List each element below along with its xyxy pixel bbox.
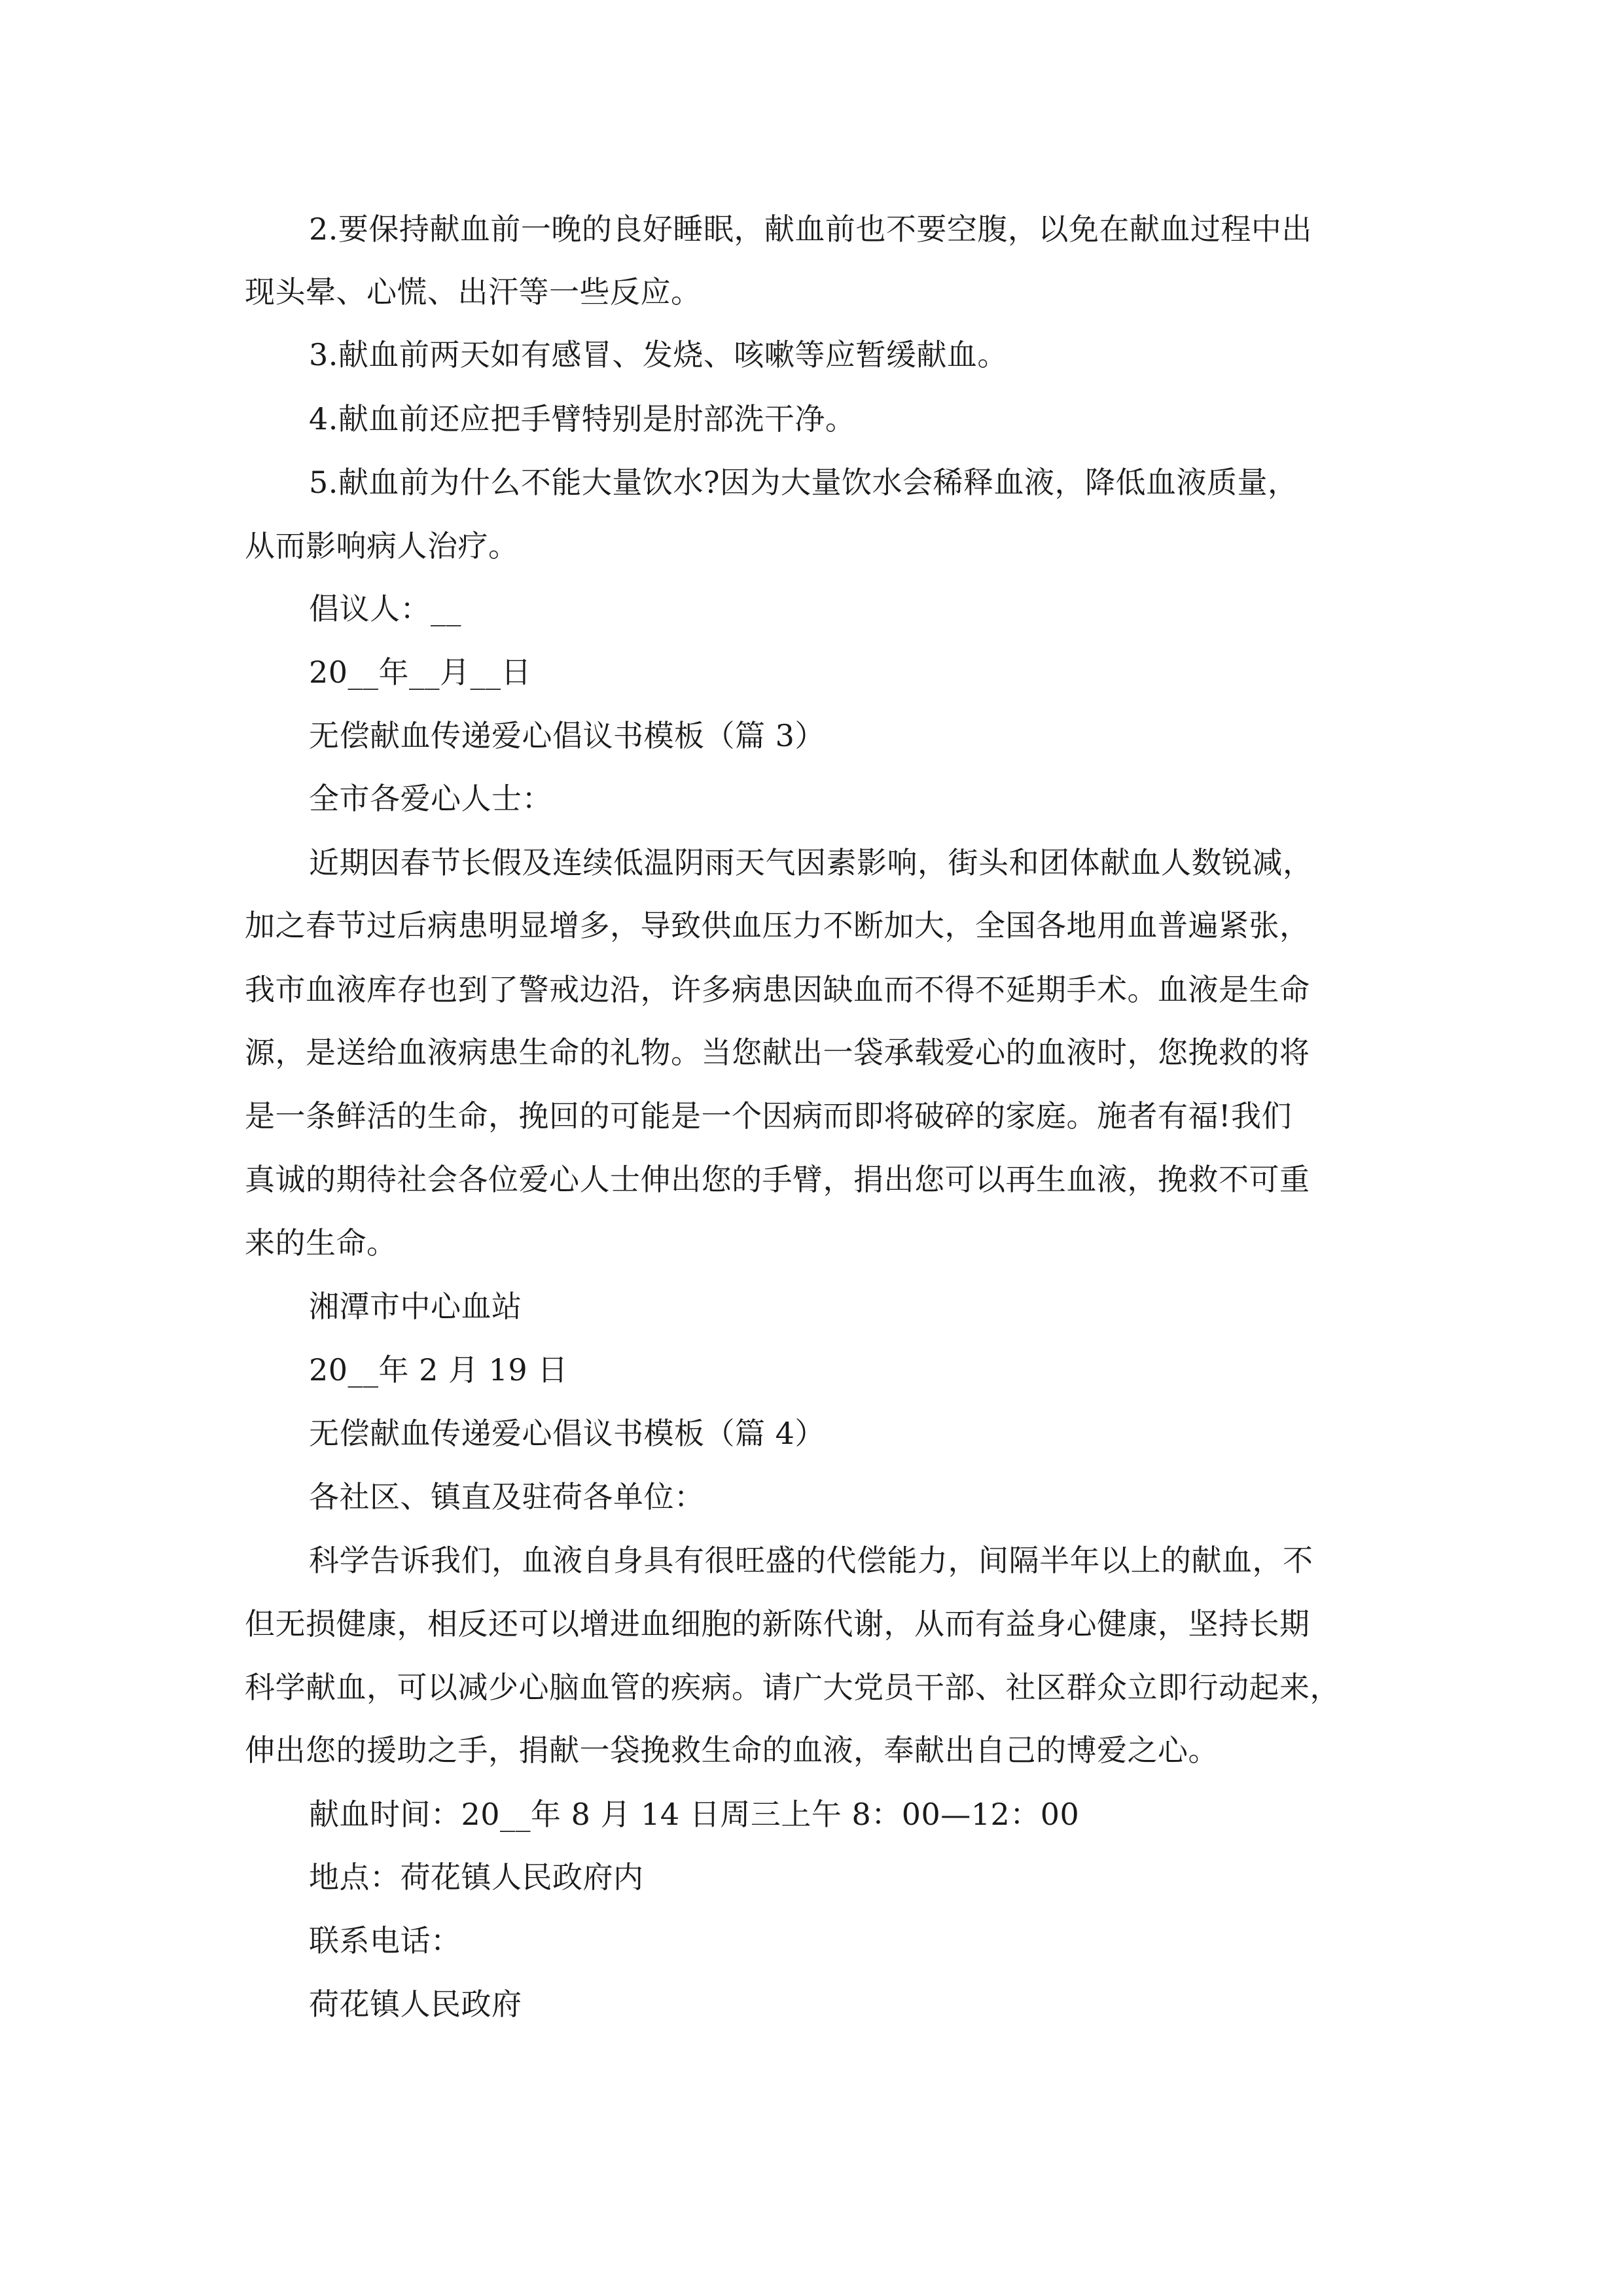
date-line: 20__年 2 月 19 日 — [309, 1352, 568, 1388]
text-line: 来的生命。 — [245, 1225, 397, 1261]
text-line: 源，是送给血液病患生命的礼物。当您献出一袋承载爱心的血液时，您挽救的将 — [245, 1035, 1310, 1070]
text-line: 5.献血前为什么不能大量饮水?因为大量饮水会稀释血液，降低血液质量， — [309, 465, 1298, 500]
text-line: 我市血液库存也到了警戒边沿，许多病患因缺血而不得不延期手术。血液是生命 — [245, 972, 1310, 1007]
location-line: 地点：荷花镇人民政府内 — [309, 1859, 644, 1895]
text-line: 但无损健康，相反还可以增进血细胞的新陈代谢，从而有益身心健康，坚持长期 — [245, 1606, 1310, 1641]
signatory-line: 倡议人：__ — [309, 591, 461, 626]
text-line: 2.要保持献血前一晚的良好睡眠，献血前也不要空腹，以免在献血过程中出 — [309, 211, 1312, 247]
text-line: 科学献血，可以减少心脑血管的疾病。请广大党员干部、社区群众立即行动起来， — [245, 1670, 1340, 1705]
text-line: 现头晕、心慌、出汗等一些反应。 — [245, 274, 702, 310]
text-line: 从而影响病人治疗。 — [245, 528, 519, 564]
text-line: 加之春节过后病患明显增多，导致供血压力不断加大，全国各地用血普遍紧张， — [245, 908, 1310, 943]
text-line: 近期因春节长假及连续低温阴雨天气因素影响，街头和团体献血人数锐减， — [309, 845, 1313, 880]
text-line: 4.献血前还应把手臂特别是肘部洗干净。 — [309, 401, 856, 437]
section-heading: 无偿献血传递爱心倡议书模板（篇 4） — [309, 1416, 825, 1451]
text-line: 伸出您的援助之手，捐献一袋挽救生命的血液，奉献出自己的博爱之心。 — [245, 1732, 1219, 1768]
contact-phone-line: 联系电话： — [309, 1923, 461, 1958]
section-heading: 无偿献血传递爱心倡议书模板（篇 3） — [309, 718, 825, 753]
salutation: 全市各爱心人士： — [309, 781, 552, 816]
date-line: 20__年__月__日 — [309, 655, 532, 690]
signatory-line: 湘潭市中心血站 — [309, 1289, 522, 1324]
salutation: 各社区、镇直及驻荷各单位： — [309, 1479, 705, 1515]
text-line: 3.献血前两天如有感冒、发烧、咳嗽等应暂缓献血。 — [309, 337, 1008, 372]
text-line: 真诚的期待社会各位爱心人士伸出您的手臂，捐出您可以再生血液，挽救不可重 — [245, 1162, 1310, 1197]
text-line: 是一条鲜活的生命，挽回的可能是一个因病而即将破碎的家庭。施者有福!我们 — [245, 1098, 1292, 1134]
donation-time-line: 献血时间：20__年 8 月 14 日周三上午 8：00—12：00 — [309, 1797, 1080, 1832]
signatory-line: 荷花镇人民政府 — [309, 1986, 522, 2022]
text-line: 科学告诉我们，血液自身具有很旺盛的代偿能力，间隔半年以上的献血，不 — [309, 1543, 1313, 1578]
